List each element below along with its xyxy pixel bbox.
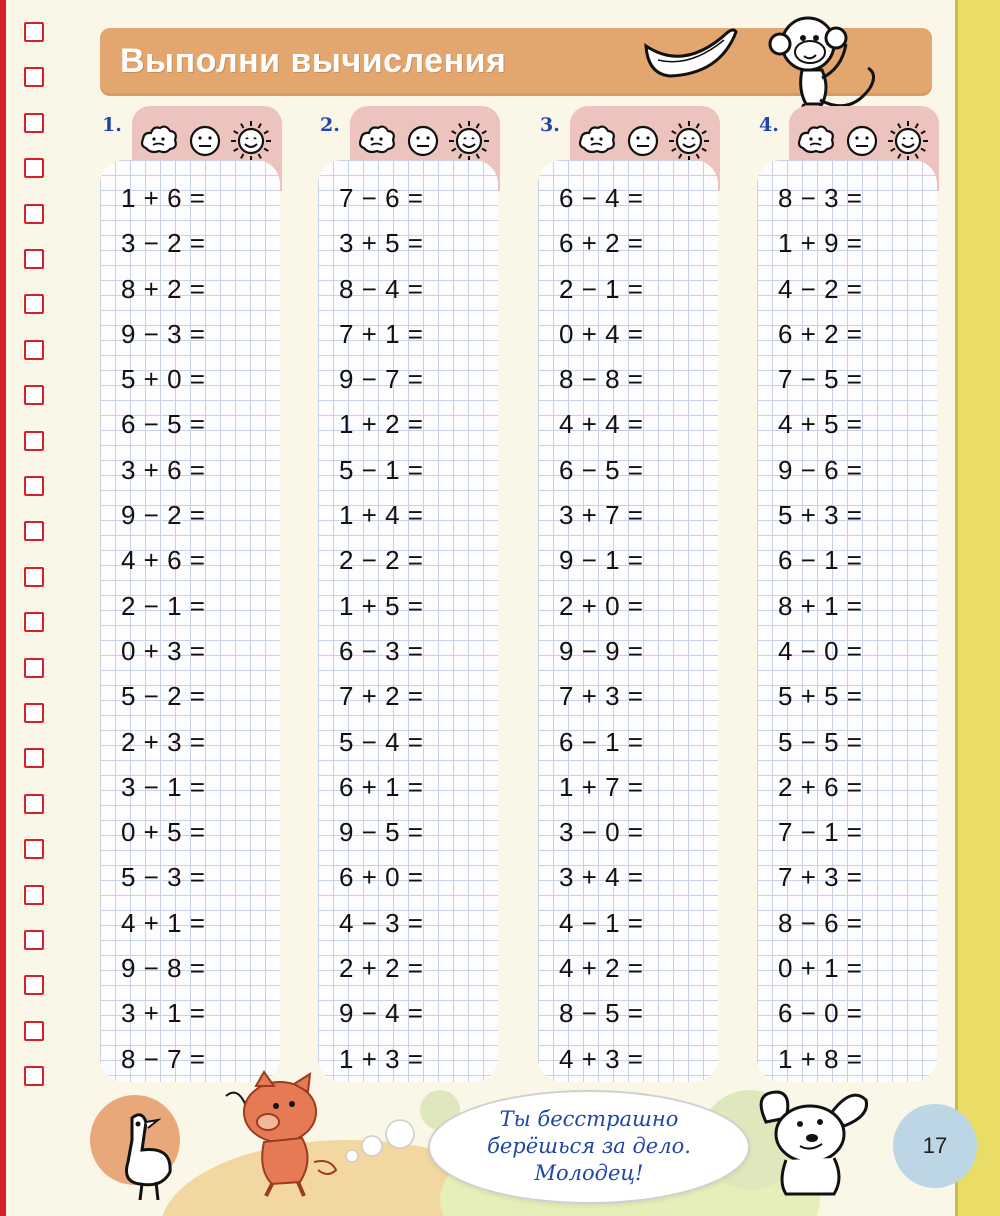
exercise-number: 3. [540, 114, 560, 136]
expression[interactable]: 3 + 1 = [121, 998, 206, 1029]
cloud-face-icon [795, 120, 837, 162]
expression[interactable]: 9 − 1 = [559, 545, 644, 576]
expression[interactable]: 6 + 2 = [778, 318, 863, 349]
expression[interactable]: 4 + 4 = [559, 409, 644, 440]
expression[interactable]: 8 + 1 = [778, 590, 863, 621]
expression[interactable]: 1 + 9 = [778, 228, 863, 259]
margin-checkbox[interactable] [24, 431, 44, 451]
expression[interactable]: 6 + 0 = [339, 862, 424, 893]
margin-checkbox[interactable] [24, 930, 44, 950]
expression[interactable]: 3 − 2 = [121, 228, 206, 259]
expression[interactable]: 4 + 5 = [778, 409, 863, 440]
expression[interactable]: 3 + 4 = [559, 862, 644, 893]
neutral-face-icon [402, 120, 444, 162]
expression[interactable]: 1 + 4 = [339, 500, 424, 531]
margin-checkbox[interactable] [24, 1021, 44, 1041]
margin-border [0, 0, 6, 1216]
expression[interactable]: 8 − 6 = [778, 907, 863, 938]
expression[interactable]: 9 − 7 = [339, 364, 424, 395]
neutral-face-icon [622, 120, 664, 162]
expression[interactable]: 8 − 8 = [559, 364, 644, 395]
expression[interactable]: 9 − 2 = [121, 500, 206, 531]
cloud-face-icon [356, 120, 398, 162]
cloud-face-icon [576, 120, 618, 162]
margin-checkbox[interactable] [24, 158, 44, 178]
expression[interactable]: 5 + 0 = [121, 364, 206, 395]
sun-face-icon [448, 120, 490, 162]
expression[interactable]: 1 + 7 = [559, 771, 644, 802]
expression[interactable]: 4 − 3 = [339, 907, 424, 938]
margin-checkbox[interactable] [24, 113, 44, 133]
expression[interactable]: 3 − 1 = [121, 771, 206, 802]
expression[interactable]: 0 + 4 = [559, 318, 644, 349]
expression[interactable]: 2 − 1 = [121, 590, 206, 621]
expression-list [778, 176, 938, 1082]
expression[interactable]: 3 + 6 = [121, 454, 206, 485]
margin-checkbox[interactable] [24, 22, 44, 42]
expression[interactable]: 9 − 9 = [559, 635, 644, 666]
banana-icon [640, 22, 740, 82]
expression[interactable]: 2 − 1 = [559, 273, 644, 304]
expression[interactable]: 6 − 1 = [559, 726, 644, 757]
expression[interactable]: 5 − 2 = [121, 681, 206, 712]
sun-face-icon [230, 120, 272, 162]
expression[interactable]: 7 + 2 = [339, 681, 424, 712]
page-number-badge [893, 1104, 977, 1188]
page-edge-strip [958, 0, 1000, 1216]
margin-checkbox[interactable] [24, 1066, 44, 1086]
expression[interactable]: 1 + 3 = [339, 1043, 424, 1074]
margin-checkbox[interactable] [24, 612, 44, 632]
margin-checkbox[interactable] [24, 340, 44, 360]
expression[interactable]: 0 + 5 = [121, 817, 206, 848]
monkey-icon [760, 8, 885, 118]
expression[interactable]: 8 − 5 = [559, 998, 644, 1029]
expression-list [559, 176, 719, 1082]
expression[interactable]: 7 − 6 = [339, 183, 424, 213]
expression[interactable]: 4 − 2 = [778, 273, 863, 304]
cloud-face-icon [138, 120, 180, 162]
speech-bubble [428, 1090, 750, 1204]
neutral-face-icon [841, 120, 883, 162]
page-number: 17 [922, 1133, 948, 1158]
expression[interactable]: 6 − 3 = [339, 635, 424, 666]
expression[interactable]: 4 + 3 = [559, 1043, 644, 1074]
margin-checkbox[interactable] [24, 748, 44, 768]
expression[interactable]: 4 + 1 = [121, 907, 206, 938]
neutral-face-icon [184, 120, 226, 162]
margin-checkbox[interactable] [24, 703, 44, 723]
expression[interactable]: 6 − 0 = [778, 998, 863, 1029]
expression[interactable]: 9 − 4 = [339, 998, 424, 1029]
expression[interactable]: 5 + 5 = [778, 681, 863, 712]
thought-bubbles [344, 1108, 424, 1168]
expression[interactable]: 1 + 2 = [339, 409, 424, 440]
expression[interactable]: 3 + 7 = [559, 500, 644, 531]
expression[interactable]: 9 − 3 = [121, 318, 206, 349]
pig-icon [218, 1066, 358, 1201]
sun-face-icon [668, 120, 710, 162]
exercise-number: 1. [102, 114, 122, 136]
margin-checkbox[interactable] [24, 67, 44, 87]
expression[interactable]: 2 + 0 = [559, 590, 644, 621]
expression[interactable]: 1 + 8 = [778, 1043, 863, 1074]
expression[interactable]: 2 + 2 = [339, 953, 424, 984]
margin-checkbox[interactable] [24, 204, 44, 224]
speech-bubble-text: Ты бесстрашно берёшься за дело. Молодец! [487, 1107, 691, 1185]
expression[interactable]: 4 + 6 = [121, 545, 206, 576]
expression[interactable]: 8 − 4 = [339, 273, 424, 304]
expression[interactable]: 6 − 5 = [559, 454, 644, 485]
expression[interactable]: 6 + 2 = [559, 228, 644, 259]
expression[interactable]: 7 − 5 = [778, 364, 863, 395]
expression-list [121, 176, 281, 1082]
expression[interactable]: 4 − 1 = [559, 907, 644, 938]
expression[interactable]: 4 + 2 = [559, 953, 644, 984]
margin-checkbox[interactable] [24, 975, 44, 995]
expression[interactable]: 8 − 7 = [121, 1043, 206, 1074]
margin-checkbox[interactable] [24, 249, 44, 269]
expression[interactable]: 7 + 3 = [559, 681, 644, 712]
sun-face-icon [887, 120, 929, 162]
expression[interactable]: 5 − 5 = [778, 726, 863, 757]
margin-checkbox[interactable] [24, 885, 44, 905]
expression[interactable]: 5 − 3 = [121, 862, 206, 893]
expression[interactable]: 2 − 2 = [339, 545, 424, 576]
expression[interactable]: 4 − 0 = [778, 635, 863, 666]
margin-checkbox[interactable] [24, 567, 44, 587]
exercise-number: 2. [320, 114, 340, 136]
expression[interactable]: 7 + 3 = [778, 862, 863, 893]
expression[interactable]: 5 − 1 = [339, 454, 424, 485]
expression[interactable]: 2 + 6 = [778, 771, 863, 802]
expression[interactable]: 6 − 1 = [778, 545, 863, 576]
expression[interactable]: 0 + 3 = [121, 635, 206, 666]
expression[interactable]: 6 − 5 = [121, 409, 206, 440]
expression[interactable]: 3 − 0 = [559, 817, 644, 848]
page-title: Выполни вычисления [120, 42, 507, 80]
expression[interactable]: 8 − 3 = [778, 183, 863, 213]
goose-icon [112, 1110, 182, 1205]
expression[interactable]: 0 + 1 = [778, 953, 863, 984]
expression-list [339, 176, 499, 1082]
margin-checkbox[interactable] [24, 521, 44, 541]
dog-icon [752, 1082, 872, 1200]
expression[interactable]: 2 + 3 = [121, 726, 206, 757]
expression[interactable]: 5 + 3 = [778, 500, 863, 531]
expression[interactable]: 9 − 8 = [121, 953, 206, 984]
margin-checkbox[interactable] [24, 658, 44, 678]
expression[interactable]: 6 + 1 = [339, 771, 424, 802]
expression[interactable]: 7 − 1 = [778, 817, 863, 848]
margin-checkbox[interactable] [24, 476, 44, 496]
margin-checkbox[interactable] [24, 794, 44, 814]
expression[interactable]: 7 + 1 = [339, 318, 424, 349]
expression[interactable]: 3 + 5 = [339, 228, 424, 259]
margin-checkbox[interactable] [24, 294, 44, 314]
margin-checkbox[interactable] [24, 839, 44, 859]
expression[interactable]: 8 + 2 = [121, 273, 206, 304]
expression[interactable]: 9 − 5 = [339, 817, 424, 848]
exercise-number: 4. [759, 114, 779, 136]
expression[interactable]: 6 − 4 = [559, 183, 644, 213]
expression[interactable]: 9 − 6 = [778, 454, 863, 485]
expression[interactable]: 1 + 5 = [339, 590, 424, 621]
expression[interactable]: 5 − 4 = [339, 726, 424, 757]
margin-checkbox[interactable] [24, 385, 44, 405]
expression[interactable]: 1 + 6 = [121, 183, 206, 213]
